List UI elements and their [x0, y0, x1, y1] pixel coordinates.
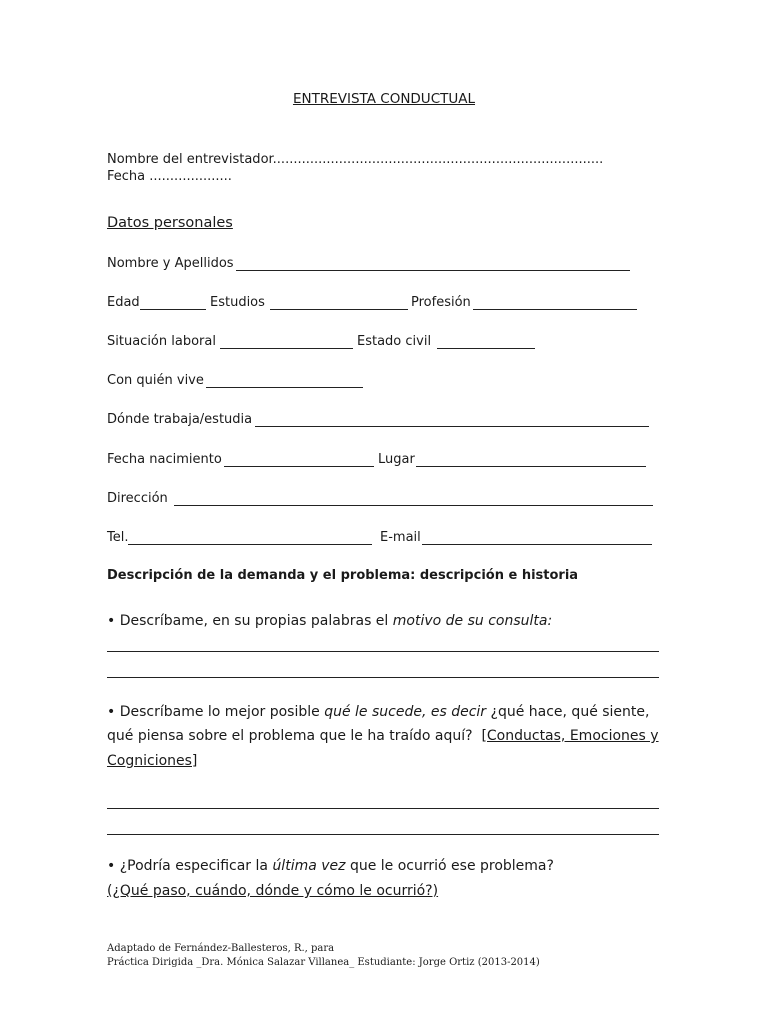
place-label: Lugar: [378, 452, 415, 467]
interviewer-label: Nombre del entrevistador: [107, 152, 273, 167]
work-label: Dónde trabaja/estudia: [107, 412, 253, 427]
answer-line[interactable]: [107, 834, 659, 835]
q3-text: • ¿Podría especificar la: [107, 858, 273, 874]
date-dots: ....................: [149, 169, 232, 184]
q2-italic: qué le sucede, es decir: [324, 704, 487, 720]
question-what-happens: [107, 704, 649, 720]
studies-line[interactable]: [270, 309, 408, 310]
answer-line[interactable]: [107, 677, 659, 678]
studies-label: Estudios: [210, 295, 265, 310]
q1-text: • Descríbame, en su propias palabras el: [107, 613, 393, 629]
employment-line[interactable]: [220, 348, 353, 349]
answer-line[interactable]: [107, 651, 659, 652]
q2-text: • Descríbame lo mejor posible: [107, 704, 325, 720]
address-line[interactable]: [174, 505, 653, 506]
question-last-time-sub: (¿Qué paso, cuándo, dónde y cómo le ocurrió?): [107, 883, 439, 899]
q3-italic: última vez: [272, 858, 346, 874]
demand-heading: Descripción de la demanda y el problema: descripción e historia: [107, 568, 579, 583]
date-label: Fecha: [107, 169, 146, 184]
interviewer-dots: ................................................................................: [272, 152, 604, 167]
interviewer-field: [107, 152, 603, 167]
question-consultation-reason: [107, 613, 552, 629]
email-label: E-mail: [380, 530, 421, 545]
phone-label: Tel.: [107, 530, 129, 545]
q3-rest: que le ocurrió ese problema?: [345, 858, 554, 874]
date-field: [107, 169, 232, 184]
question-what-happens-line2: [107, 728, 659, 744]
email-line[interactable]: [422, 544, 652, 545]
birth-date-line[interactable]: [224, 466, 374, 467]
lives-with-line[interactable]: [206, 387, 363, 388]
question-last-time: [107, 858, 554, 874]
phone-line[interactable]: [128, 544, 372, 545]
address-label: Dirección: [107, 491, 168, 506]
place-line[interactable]: [416, 466, 646, 467]
birth-date-label: Fecha nacimiento: [107, 452, 222, 467]
footer-credit: Adaptado de Fernández-Ballesteros, R., para: [107, 943, 335, 954]
civil-status-line[interactable]: [437, 348, 535, 349]
profession-label: Profesión: [411, 295, 471, 310]
profession-line[interactable]: [473, 309, 637, 310]
q2-categories-end: Cogniciones]: [107, 753, 198, 769]
answer-line[interactable]: [107, 808, 659, 809]
q2-rest: ¿qué hace, qué siente,: [486, 704, 650, 720]
name-line[interactable]: [236, 270, 630, 271]
work-line[interactable]: [255, 426, 649, 427]
footer-course: Práctica Dirigida _Dra. Mónica Salazar Villanea_ Estudiante: Jorge Ortiz (2013-2014): [107, 957, 540, 968]
name-label: Nombre y Apellidos: [107, 256, 234, 271]
personal-data-heading: Datos personales: [107, 215, 233, 231]
q1-italic: motivo de su consulta:: [392, 613, 553, 629]
age-label: Edad: [107, 295, 140, 310]
page-title: ENTREVISTA CONDUCTUAL: [292, 91, 476, 107]
q2-line2: qué piensa sobre el problema que le ha traído aquí?: [107, 728, 473, 744]
q2-categories: [Conductas, Emociones y: [481, 728, 659, 744]
civil-status-label: Estado civil: [357, 334, 432, 349]
age-line[interactable]: [140, 309, 206, 310]
lives-with-label: Con quién vive: [107, 373, 204, 388]
employment-label: Situación laboral: [107, 334, 216, 349]
